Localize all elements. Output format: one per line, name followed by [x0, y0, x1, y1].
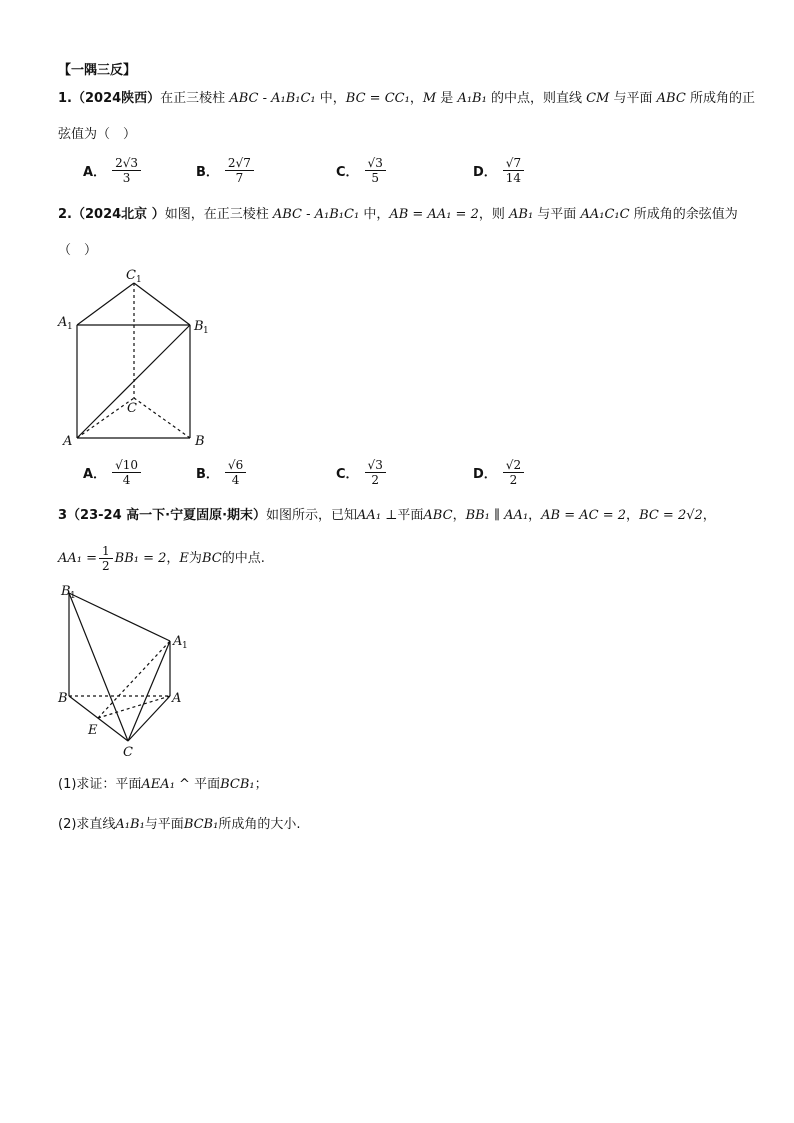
q3-bc: BC — [201, 550, 222, 566]
q3-c2: BB₁ ∥ AA₁ — [465, 508, 529, 523]
q2-text-e: 所成角的余弦值为 — [633, 207, 738, 222]
label-A: A — [63, 434, 73, 449]
q3-source: （23-24 高一下·宁夏固原·期末） — [67, 508, 267, 523]
q2-number: 2. — [58, 207, 72, 222]
q3-text-b: 平面 — [397, 508, 424, 523]
q3-sep2: ， — [528, 508, 542, 523]
q1-line1 — [58, 90, 755, 108]
q2-plane: AA₁C₁C — [580, 207, 630, 222]
q3-c4: BC = 2√2 — [639, 508, 703, 523]
q3-part2-end: 所成角的大小. — [218, 817, 301, 832]
label-B: B — [58, 691, 68, 706]
q2-text-b: 中， — [363, 207, 390, 222]
label-E: E — [88, 723, 98, 738]
edge-B1C1 — [134, 283, 190, 325]
q2-option-c-num: √3 — [365, 458, 386, 473]
q2-option-d-den: 2 — [509, 473, 518, 487]
q2-option-b[interactable] — [196, 458, 246, 487]
q1-option-b-num: 2√7 — [225, 156, 254, 171]
q2-option-b-den: 4 — [231, 473, 240, 487]
q1-cond: BC = CC₁ — [345, 91, 410, 106]
label-A1-sub: 1 — [67, 322, 73, 332]
q1-line2: 弦值为（ ） — [58, 127, 137, 142]
q2-text-d: 与平面 — [537, 207, 577, 222]
q3-part1-mid: 平面 — [194, 777, 221, 792]
label-B1: B — [194, 319, 204, 334]
q2-prism-figure — [50, 260, 230, 460]
q3-c5-right: BB₁ = 2 — [114, 550, 167, 566]
q2-prism: ABC - A₁B₁C₁ — [272, 207, 360, 222]
edge-BC — [134, 398, 190, 438]
q3-text-a: 如图所示，已知 — [266, 508, 358, 523]
q1-text-f: 与平面 — [613, 91, 653, 106]
q2-text-a: 如图，在正三棱柱 — [164, 207, 269, 222]
q2-option-a-fraction — [112, 458, 141, 487]
q2-option-d[interactable] — [473, 458, 524, 487]
q3-part1 — [58, 776, 268, 794]
label-B1-sub: 1 — [203, 326, 209, 336]
q1-option-a[interactable] — [83, 156, 141, 185]
q2-option-a-label: A． — [83, 467, 107, 482]
q1-text-d: 是 — [440, 91, 454, 106]
q1-m: M — [422, 91, 437, 106]
label-C1: C — [126, 268, 136, 283]
q2-option-c-den: 2 — [371, 473, 379, 487]
q2-option-c-label: C． — [336, 467, 359, 482]
q1-plane: ABC — [656, 91, 686, 106]
q1-seg: A₁B₁ — [457, 91, 487, 106]
q3-c5-left: AA₁ = — [58, 550, 98, 566]
q2-option-c-fraction — [365, 458, 386, 487]
q2-option-d-num: √2 — [503, 458, 524, 473]
q2-option-b-fraction — [225, 458, 246, 487]
q1-text-g: 所成角的正 — [689, 91, 755, 106]
q1-option-c-den: 5 — [371, 171, 379, 185]
q2-seg: AB₁ — [509, 207, 534, 222]
q1-option-d[interactable] — [473, 156, 524, 185]
q1-option-c-num: √3 — [365, 156, 386, 171]
q3-part1-op: ^ — [179, 777, 190, 792]
q1-option-a-den: 3 — [122, 171, 131, 185]
q1-option-d-den: 14 — [505, 171, 522, 185]
q1-text-b: 中， — [319, 91, 346, 106]
q1-line: CM — [586, 91, 610, 106]
q1-option-c-fraction — [365, 156, 386, 185]
q2-option-a-num: √10 — [112, 458, 141, 473]
q3-solid-figure — [50, 578, 210, 768]
edge-B1A1 — [69, 593, 170, 641]
q2-option-a-den: 4 — [122, 473, 131, 487]
q3-part1-p1: AEA₁ — [141, 777, 175, 792]
q3-e: E — [179, 550, 189, 566]
q1-source: （2024陕西） — [71, 91, 161, 106]
q3-part1-p2: BCB₁ — [220, 777, 255, 792]
q1-option-a-num: 2√3 — [112, 156, 141, 171]
q3-line1 — [58, 507, 716, 525]
q3-text-d: 的中点. — [221, 550, 265, 566]
label-B1: B — [61, 584, 71, 599]
q3-sep5: ， — [166, 550, 180, 566]
q2-option-b-label: B． — [196, 467, 219, 482]
q3-part2-mid: 与平面 — [144, 817, 184, 832]
q3-part2-seg: A₁B₁ — [115, 817, 145, 832]
q1-prism: ABC - A₁B₁C₁ — [229, 91, 316, 106]
q3-part2-plane: BCB₁ — [183, 817, 219, 832]
q2-cond: AB = AA₁ = 2 — [389, 207, 479, 222]
label-C: C — [123, 745, 133, 760]
q3-sep3: ， — [626, 508, 640, 523]
q2-option-b-num: √6 — [225, 458, 246, 473]
q3-line2 — [58, 544, 265, 573]
q1-option-b[interactable] — [196, 156, 254, 185]
q1-text-c: ， — [409, 91, 423, 106]
q1-option-b-fraction — [225, 156, 254, 185]
q1-text-e: 的中点，则直线 — [490, 91, 582, 106]
q3-part2-pre: (2)求直线 — [58, 817, 116, 832]
q3-c5-den: 2 — [102, 559, 110, 573]
edge-AC — [77, 398, 134, 438]
q3-sep1: ， — [452, 508, 466, 523]
edge-AC — [128, 696, 170, 741]
q2-text-c: ，则 — [478, 207, 505, 222]
edge-A1C — [128, 641, 170, 741]
q1-number: 1. — [58, 91, 72, 106]
q1-option-d-fraction — [503, 156, 524, 185]
q2-option-d-fraction — [503, 458, 524, 487]
q2-source: （2024北京 ） — [71, 207, 165, 222]
q1-option-a-fraction — [112, 156, 141, 185]
q1-option-b-den: 7 — [235, 171, 244, 185]
label-C: C — [127, 401, 137, 416]
q1-option-b-label: B． — [196, 165, 219, 180]
label-B1-sub: 1 — [70, 591, 76, 601]
q1-option-c-label: C． — [336, 165, 359, 180]
edge-A1C1 — [77, 283, 134, 325]
label-A1: A — [58, 315, 68, 330]
q2-option-c[interactable] — [336, 458, 386, 487]
q3-c5-fraction — [99, 544, 113, 573]
q1-text-a: 在正三棱柱 — [160, 91, 226, 106]
q3-c5-num: 1 — [99, 544, 113, 559]
q3-c3: AB = AC = 2 — [541, 508, 627, 523]
q1-option-a-label: A． — [83, 165, 107, 180]
q1-option-d-label: D． — [473, 165, 497, 180]
q3-sep4: ， — [702, 508, 716, 523]
q3-c1: AA₁ ⊥ — [357, 508, 398, 523]
q2-option-d-label: D． — [473, 467, 497, 482]
q3-plane: ABC — [423, 508, 453, 523]
q1-option-d-num: √7 — [503, 156, 524, 171]
q3-part1-end: ； — [254, 777, 268, 792]
q2-line2: （ ） — [58, 243, 98, 258]
section-header: 【一隅三反】 — [58, 63, 137, 78]
label-A1-sub: 1 — [182, 641, 188, 651]
q1-option-c[interactable] — [336, 156, 386, 185]
q2-option-a[interactable] — [83, 458, 141, 487]
label-C1-sub: 1 — [136, 275, 142, 285]
q3-number: 3 — [58, 508, 68, 523]
label-A: A — [172, 691, 182, 706]
label-B: B — [195, 434, 205, 449]
label-A1: A — [173, 634, 183, 649]
q3-part1-pre: (1)求证：平面 — [58, 777, 142, 792]
q3-text-c: 为 — [188, 550, 202, 566]
q2-line1 — [58, 206, 738, 224]
q3-part2 — [58, 816, 300, 834]
